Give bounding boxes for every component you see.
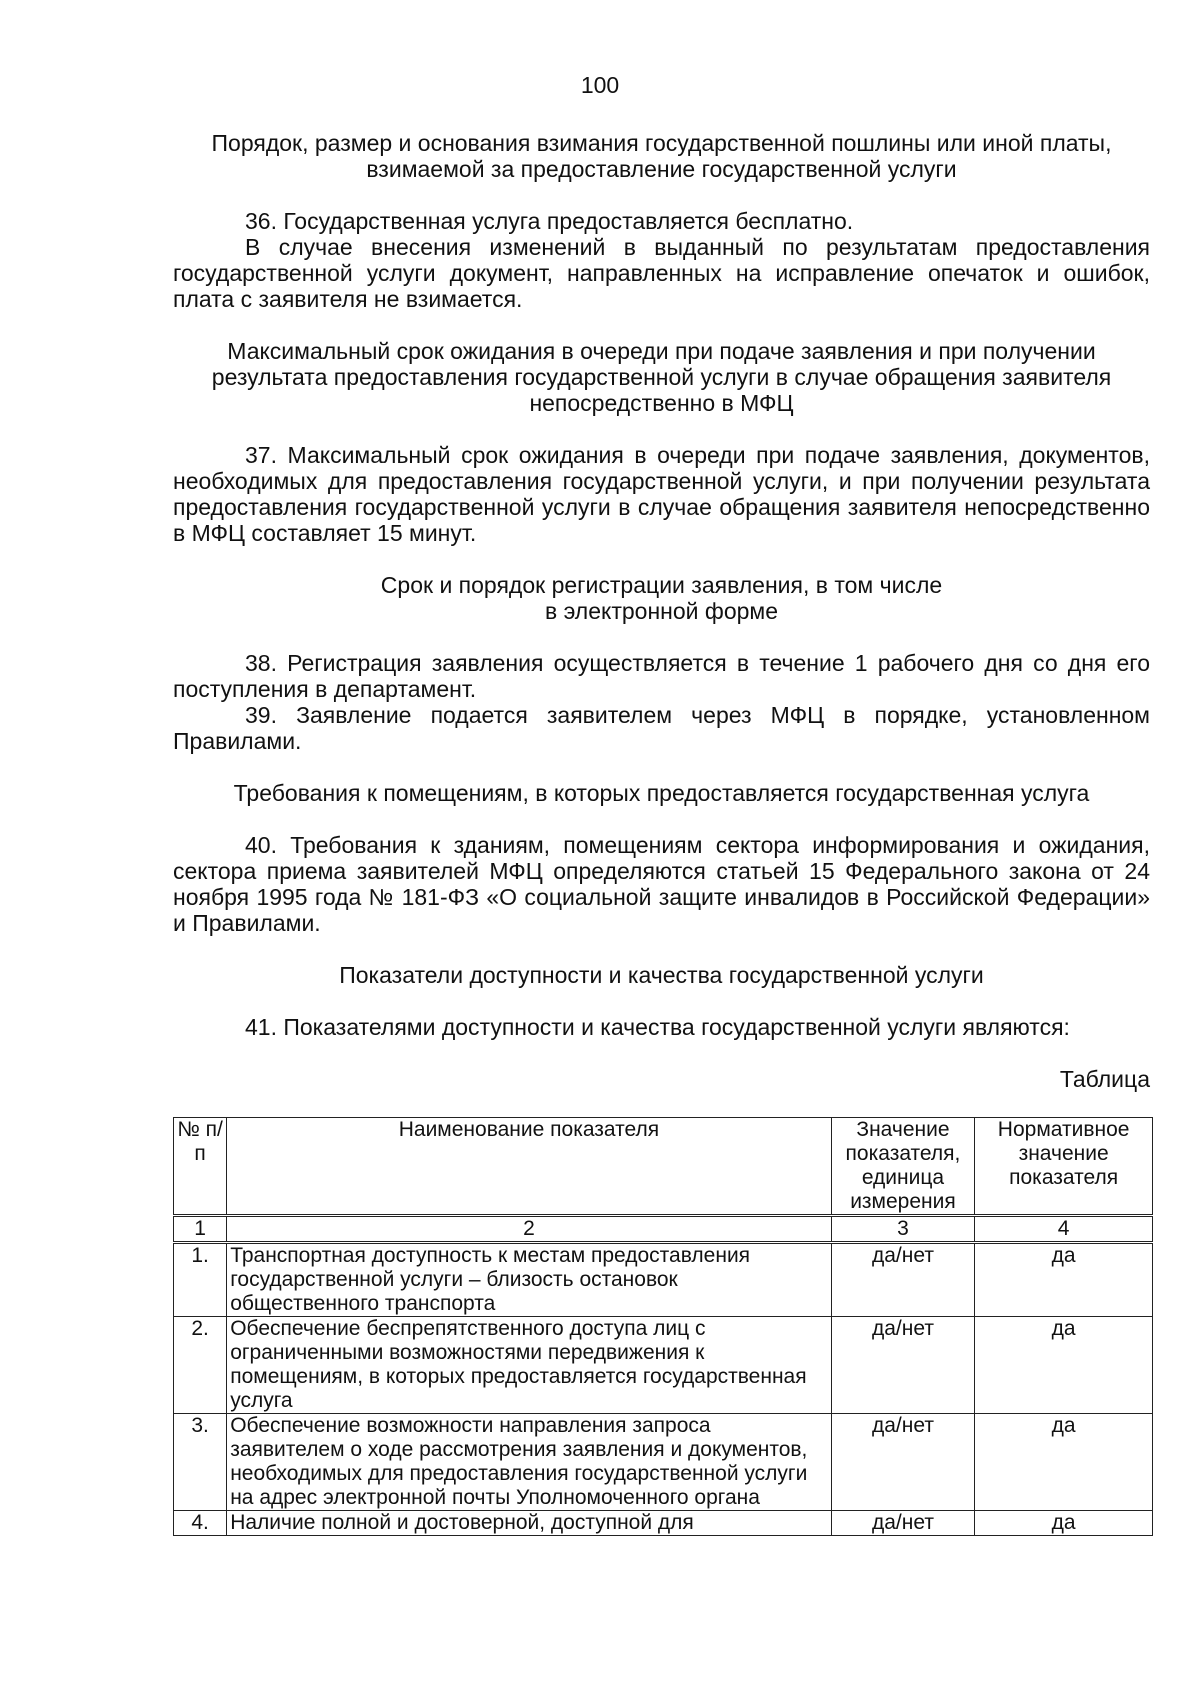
indicators-table (173, 1117, 1153, 1536)
header-number: № п/п (174, 1118, 227, 1216)
row-number: 1. (174, 1243, 227, 1317)
registration-heading-line-2: в электронной форме (544, 598, 779, 624)
row-name: Транспортная доступность к местам предоставления государственной услуги – близость остановок общественного транспорта (227, 1243, 831, 1317)
row-normative: да (975, 1414, 1153, 1511)
quality-heading: Показатели доступности и качества государственной услуги (339, 962, 984, 988)
row-value: да/нет (831, 1414, 975, 1511)
header-name: Наименование показателя (227, 1118, 831, 1216)
row-name: Наличие полной и достоверной, доступной для (227, 1511, 831, 1536)
row-name: Обеспечение беспрепятственного доступа лиц с ограниченными возможностями передвижения к помещениям, в которых предоставляется государственная услуга (227, 1317, 831, 1414)
document-body (173, 130, 1150, 1536)
paragraph-41: 41. Показателями доступности и качества государственной услуги являются: (245, 1014, 1070, 1040)
index-cell: 3 (831, 1216, 975, 1243)
registration-heading-line-1: Срок и порядок регистрации заявления, в том числе (380, 572, 943, 598)
index-cell: 1 (174, 1216, 227, 1243)
paragraph-39: 39. Заявление подается заявителем через МФЦ в порядке, установленном Правилами. (173, 702, 1150, 754)
paragraph-37: 37. Максимальный срок ожидания в очереди при подаче заявления, документов, необходимых для предоставления государственной услуги, и при получении результата предоставления государственной услуги в случае обращения заявителя непосредственно в МФЦ составляет 15 минут. (173, 442, 1150, 546)
paragraph-36-continued: В случае внесения изменений в выданный по результатам предоставления государственной услуги документ, направленных на исправление опечаток и ошибок, плата с заявителя не взимается. (173, 234, 1150, 312)
paragraph-40: 40. Требования к зданиям, помещениям сектора информирования и ожидания, сектора приема заявителей МФЦ определяются статьей 15 Федерального закона от 24 ноября 1995 года № 181-ФЗ «О социальной защите инвалидов в Российской Федерации» и Правилами. (173, 832, 1150, 936)
table-row (174, 1317, 1153, 1414)
row-name: Обеспечение возможности направления запроса заявителем о ходе рассмотрения заявления и документов, необходимых для предоставления государственной услуги на адрес электронной почты Уполномоченного органа (227, 1414, 831, 1511)
index-cell: 2 (227, 1216, 831, 1243)
table-label: Таблица (1059, 1066, 1150, 1092)
row-number: 3. (174, 1414, 227, 1511)
row-value: да/нет (831, 1511, 975, 1536)
row-normative: да (975, 1511, 1153, 1536)
table-header-row (174, 1118, 1153, 1216)
table-row (174, 1243, 1153, 1317)
row-value: да/нет (831, 1243, 975, 1317)
wait-time-heading: Максимальный срок ожидания в очереди при подаче заявления и при получении результата предоставления государственной услуги в случае обращения заявителя непосредственно в МФЦ (211, 338, 1112, 416)
row-number: 2. (174, 1317, 227, 1414)
fee-heading: Порядок, размер и основания взимания государственной пошлины или иной платы, взимаемой за предоставление государственной услуги (211, 130, 1112, 182)
table-index-row (174, 1216, 1153, 1243)
paragraph-36: 36. Государственная услуга предоставляется бесплатно. (245, 208, 854, 234)
premises-heading: Требования к помещениям, в которых предоставляется государственная услуга (233, 780, 1090, 806)
row-normative: да (975, 1243, 1153, 1317)
header-normative: Нормативное значение показателя (975, 1118, 1153, 1216)
paragraph-38: 38. Регистрация заявления осуществляется в течение 1 рабочего дня со дня его поступления в департамент. (173, 650, 1150, 702)
row-normative: да (975, 1317, 1153, 1414)
row-number: 4. (174, 1511, 227, 1536)
header-value: Значение показателя, единица измерения (831, 1118, 975, 1216)
page-number: 100 (580, 72, 620, 98)
index-cell: 4 (975, 1216, 1153, 1243)
table-row (174, 1511, 1153, 1536)
table-row (174, 1414, 1153, 1511)
row-value: да/нет (831, 1317, 975, 1414)
